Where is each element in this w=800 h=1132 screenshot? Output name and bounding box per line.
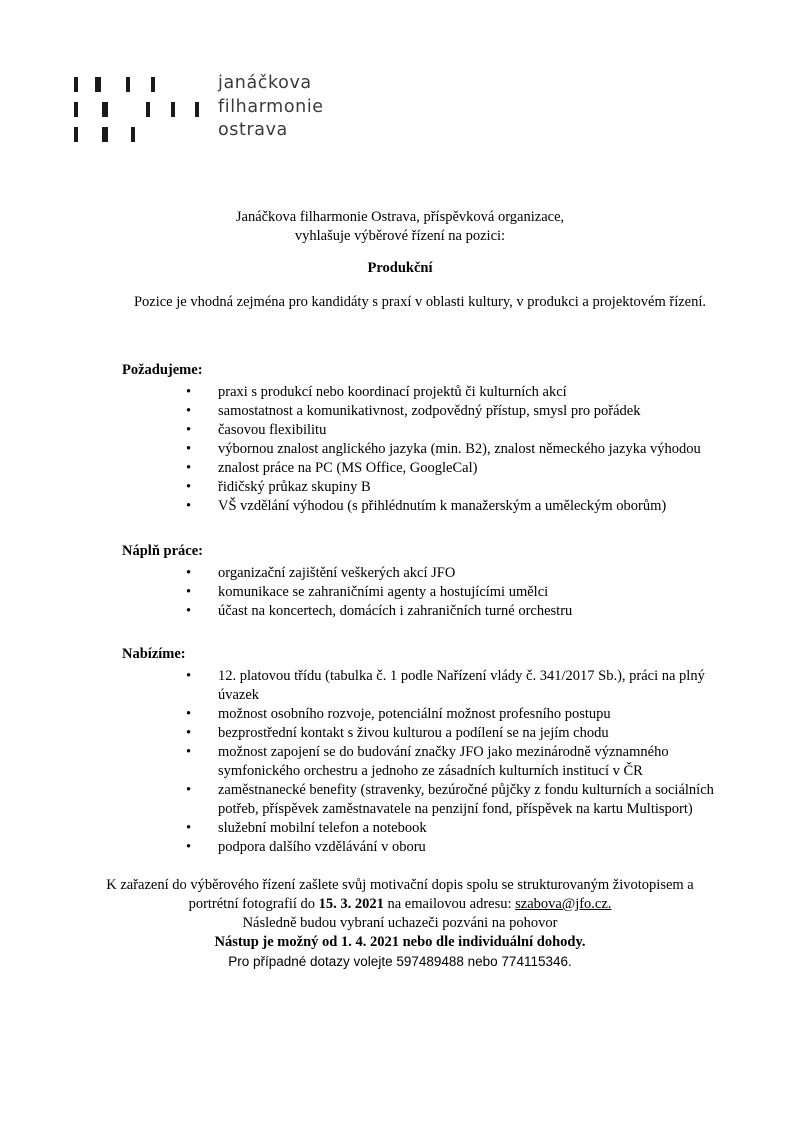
logo-bar [126, 77, 130, 92]
requirements-list [122, 383, 722, 516]
list-item: • podpora dalšího vzdělávání v oboru [122, 838, 722, 857]
list-item: • účast na koncertech, domácích i zahraničních turné orchestru [122, 602, 722, 621]
offer-list [122, 667, 722, 857]
header-line-1: Janáčkova filharmonie Ostrava, příspěvková organizace, [235, 209, 565, 225]
footer-block [100, 876, 700, 971]
next-step-text: Následně budou vybraní uchazeči pozváni na pohovor [242, 915, 558, 931]
logo-bar [171, 102, 175, 117]
header-block [120, 208, 680, 246]
duties-list [122, 564, 722, 621]
logo-line-1: janáčkova [218, 73, 312, 93]
logo-bar [95, 77, 101, 92]
list-item: • zaměstnanecké benefity (stravenky, bezúročné půjčky z fondu kulturních a sociálních potřeb, příspěvek zaměstnavatele na penzijní fond, příspěvek na kartu Multisport) [122, 781, 722, 819]
apply-paragraph [100, 876, 700, 914]
list-item: • samostatnost a komunikativnost, zodpovědný přístup, smysl pro pořádek [122, 402, 722, 421]
contact-text: Pro případné dotazy volejte 597489488 nebo 774115346. [228, 954, 572, 969]
list-item: • možnost zapojení se do budování značky JFO jako mezinárodně významného symfonického orchestru a jednoho ze zásadních kulturních institucí v ČR [122, 743, 722, 781]
list-item: • časovou flexibilitu [122, 421, 722, 440]
intro-text: Pozice je vhodná zejména pro kandidáty s praxí v oblasti kultury, v produkci a projektovém řízení. [133, 294, 707, 310]
header-line-2: vyhlašuje výběrové řízení na pozici: [294, 228, 506, 244]
start-date-text: Nástup je možný od 1. 4. 2021 nebo dle individuální dohody. [214, 934, 586, 950]
list-item: • praxi s produkcí nebo koordinací projektů či kulturních akcí [122, 383, 722, 402]
logo-bar [74, 102, 78, 117]
deadline: 15. 3. 2021 [318, 896, 384, 912]
list-item: • VŠ vzdělání výhodou (s přihlédnutím k manažerským a uměleckým oborům) [122, 497, 722, 516]
logo-line-3: ostrava [218, 120, 288, 140]
list-item: • možnost osobního rozvoje, potenciální možnost profesního postupu [122, 705, 722, 724]
email-link[interactable]: szabova@jfo.cz. [515, 896, 612, 912]
apply-text-1: K zařazení do výběrového řízení zašlete svůj motivační dopis spolu se strukturovaným životopisem a portrétní fotografií do [106, 877, 694, 912]
list-item: • 12. platovou třídu (tabulka č. 1 podle Nařízení vlády č. 341/2017 Sb.), práci na plný úvazek [122, 667, 722, 705]
logo-bar [146, 102, 150, 117]
logo-bar [102, 102, 108, 117]
apply-text-2: na emailovou adresu: [387, 896, 512, 912]
section-heading: Požadujeme: [122, 362, 203, 378]
logo-line-2: filharmonie [218, 96, 324, 117]
logo-bar [131, 127, 135, 142]
list-item: • znalost práce na PC (MS Office, GoogleCal) [122, 459, 722, 478]
section-requirements [122, 361, 722, 516]
list-item: • výbornou znalost anglického jazyka (min. B2), znalost německého jazyka výhodou [122, 440, 722, 459]
section-heading: Náplň práce: [122, 543, 203, 559]
list-item: • služební mobilní telefon a notebook [122, 819, 722, 838]
logo-bar [151, 77, 155, 92]
position-title: Produkční [367, 260, 433, 276]
logo-bar [74, 127, 78, 142]
logo-bar [74, 77, 78, 92]
section-duties [122, 542, 722, 621]
list-item: • bezprostřední kontakt s živou kulturou a podílení se na jejím chodu [122, 724, 722, 743]
section-offer [122, 645, 722, 857]
logo-marks-icon [72, 74, 212, 144]
list-item: • řidičský průkaz skupiny B [122, 478, 722, 497]
section-heading: Nabízíme: [122, 646, 186, 662]
logo-bar [195, 102, 199, 117]
list-item: • organizační zajištění veškerých akcí JFO [122, 564, 722, 583]
list-item: • komunikace se zahraničními agenty a hostujícími umělci [122, 583, 722, 602]
logo-wordmark [218, 72, 324, 143]
logo-bar [102, 127, 108, 142]
